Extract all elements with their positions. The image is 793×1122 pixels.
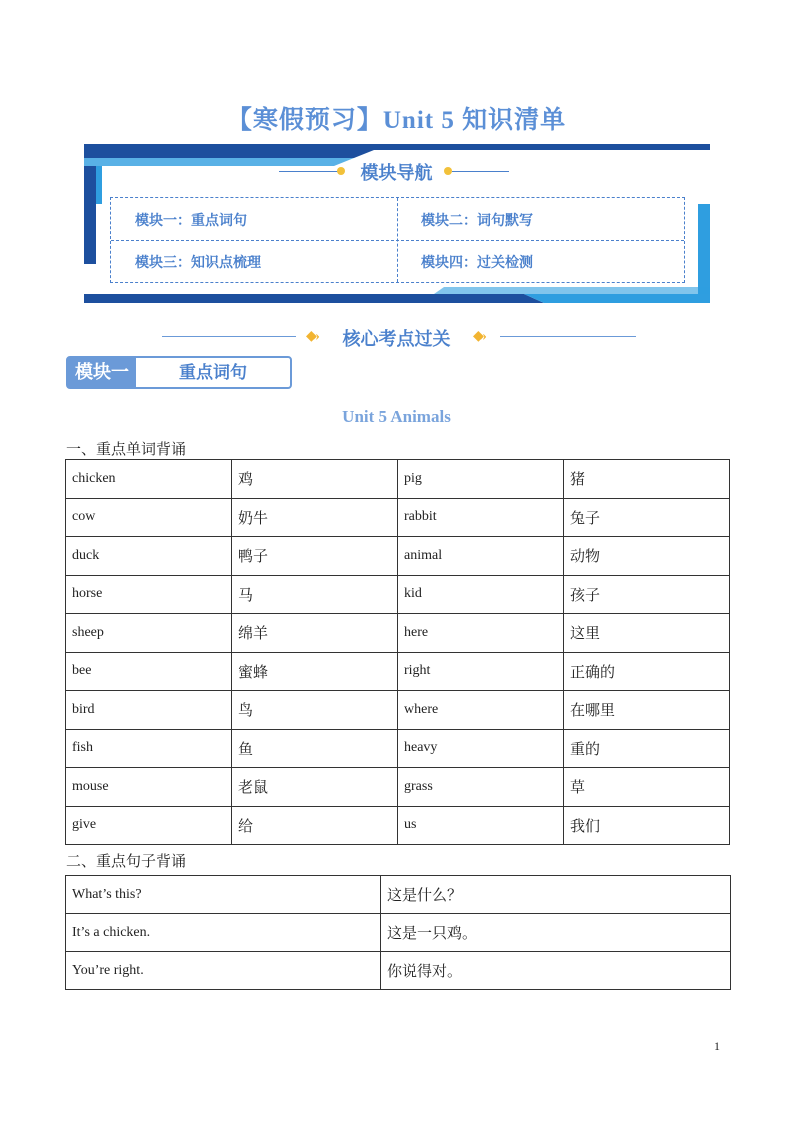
table-row xyxy=(66,876,731,914)
word-cn-cell: 孩子 xyxy=(564,575,730,614)
word-en-cell: right xyxy=(398,652,564,691)
word-cn-cell: 鸟 xyxy=(232,691,398,730)
word-cn-cell: 绵羊 xyxy=(232,614,398,653)
nav-item-module-3[interactable]: 模块三：知识点梳理 xyxy=(135,256,261,271)
word-cn-cell: 猪 xyxy=(564,460,730,499)
word-en-cell: animal xyxy=(398,537,564,576)
table-row xyxy=(66,652,730,691)
word-en-cell: fish xyxy=(66,729,232,768)
word-en-cell: chicken xyxy=(66,460,232,499)
word-en-cell: kid xyxy=(398,575,564,614)
sentence-cn-cell: 这是一只鸡。 xyxy=(381,914,731,952)
nav-grid-divider-v xyxy=(397,198,398,282)
nav-item-module-1[interactable]: 模块一：重点词句 xyxy=(135,214,247,229)
word-cn-cell: 我们 xyxy=(564,806,730,845)
word-cn-cell: 奶牛 xyxy=(232,498,398,537)
sentence-cn-cell: 你说得对。 xyxy=(381,952,731,990)
word-cn-cell: 鱼 xyxy=(232,729,398,768)
table-row xyxy=(66,952,731,990)
sentence-en-cell: What’s this? xyxy=(66,876,381,914)
sentence-en-cell: It’s a chicken. xyxy=(66,914,381,952)
word-en-cell: heavy xyxy=(398,729,564,768)
word-en-cell: give xyxy=(66,806,232,845)
word-cn-cell: 这里 xyxy=(564,614,730,653)
word-en-cell: rabbit xyxy=(398,498,564,537)
unit-title: Unit 5 Animals xyxy=(342,407,451,426)
word-en-cell: bee xyxy=(66,652,232,691)
table-row xyxy=(66,691,730,730)
table-row xyxy=(66,729,730,768)
sentence-cn-cell: 这是什么？ xyxy=(381,876,731,914)
nav-heading-line-right xyxy=(452,171,509,172)
word-cn-cell: 马 xyxy=(232,575,398,614)
sentence-en-cell: You’re right. xyxy=(66,952,381,990)
chevron-right-icon: ◆» xyxy=(473,329,483,344)
table-row xyxy=(66,460,730,499)
word-cn-cell: 动物 xyxy=(564,537,730,576)
word-en-cell: cow xyxy=(66,498,232,537)
nav-heading: 模块导航 xyxy=(360,163,433,183)
word-en-cell: sheep xyxy=(66,614,232,653)
table-row xyxy=(66,537,730,576)
table-row xyxy=(66,614,730,653)
word-en-cell: mouse xyxy=(66,768,232,807)
table-row xyxy=(66,806,730,845)
word-cn-cell: 鸭子 xyxy=(232,537,398,576)
table-row xyxy=(66,768,730,807)
word-en-cell: where xyxy=(398,691,564,730)
sentences-table xyxy=(65,875,731,990)
nav-heading-dot-right xyxy=(444,167,452,175)
module-badge xyxy=(66,356,292,389)
words-table xyxy=(65,459,730,845)
word-en-cell: grass xyxy=(398,768,564,807)
word-cn-cell: 蜜蜂 xyxy=(232,652,398,691)
chevron-right-icon: ◆» xyxy=(306,329,316,344)
word-cn-cell: 鸡 xyxy=(232,460,398,499)
core-heading-line-right xyxy=(500,336,636,337)
word-en-cell: duck xyxy=(66,537,232,576)
word-cn-cell: 重的 xyxy=(564,729,730,768)
nav-grid xyxy=(110,197,685,283)
module-badge-number: 模块一 xyxy=(68,358,136,387)
word-en-cell: here xyxy=(398,614,564,653)
sentences-section-label: 二、重点句子背诵 xyxy=(66,852,187,870)
word-cn-cell: 给 xyxy=(232,806,398,845)
table-row xyxy=(66,575,730,614)
table-row xyxy=(66,914,731,952)
word-en-cell: pig xyxy=(398,460,564,499)
nav-item-module-2[interactable]: 模块二：词句默写 xyxy=(421,214,533,229)
page-number: 1 xyxy=(714,1039,720,1053)
module-badge-name: 重点词句 xyxy=(179,363,247,382)
table-row xyxy=(66,498,730,537)
word-cn-cell: 草 xyxy=(564,768,730,807)
document-title: 【寒假预习】Unit 5 知识清单 xyxy=(226,107,567,134)
word-en-cell: horse xyxy=(66,575,232,614)
core-heading: 核心考点过关 xyxy=(342,329,451,349)
words-section-label: 一、重点单词背诵 xyxy=(66,440,187,458)
word-en-cell: us xyxy=(398,806,564,845)
word-cn-cell: 正确的 xyxy=(564,652,730,691)
word-cn-cell: 老鼠 xyxy=(232,768,398,807)
word-cn-cell: 在哪里 xyxy=(564,691,730,730)
word-en-cell: bird xyxy=(66,691,232,730)
nav-item-module-4[interactable]: 模块四：过关检测 xyxy=(421,256,533,271)
word-cn-cell: 兔子 xyxy=(564,498,730,537)
